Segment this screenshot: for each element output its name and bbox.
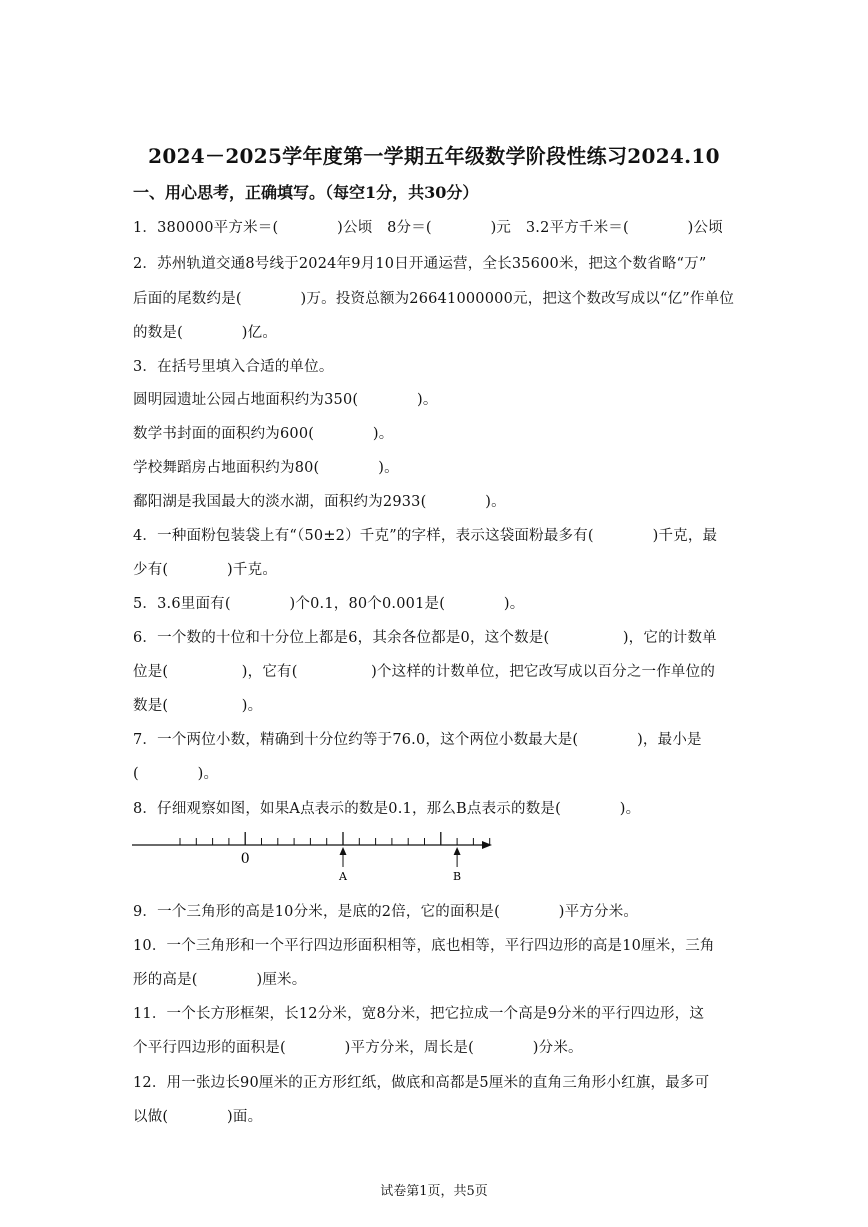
question-line: 3．在括号里填入合适的单位。 [133,359,334,375]
question-line: 4．一种面粉包装袋上有“（50±2）千克”的字样，表示这袋面粉最多有( )千克，最 [133,528,718,544]
question-line: 1．380000平方米＝( )公顷 8分＝( )元 3.2平方千米＝( )公顷 [133,220,723,236]
question-line: 5．3.6里面有( )个0.1，80个0.001是( )。 [133,596,525,612]
question-line: 10．一个三角形和一个平行四边形面积相等，底也相等，平行四边形的高是10厘米，三角 [133,938,715,954]
question-line: 后面的尾数约是( )万。投资总额为26641000000元，把这个数改写成以“亿”作单位 [133,291,735,307]
question-line: 2．苏州轨道交通8号线于2024年9月10日开通运营，全长35600米，把这个数省略“万” [133,256,707,272]
number-line-arrow-icon [482,841,492,849]
question-line: 9．一个三角形的高是10分米，是底的2倍，它的面积是( )平方分米。 [133,904,639,920]
question-line: 以做( )面。 [133,1109,263,1125]
point-b-label: B [453,870,462,883]
question-line: 12．用一张边长90厘米的正方形红纸，做底和高都是5厘米的直角三角形小红旗，最多可 [133,1075,710,1091]
question-line: 位是( )，它有( )个这样的计数单位，把它改写成以百分之一作单位的 [133,664,716,680]
zero-label: 0 [240,851,250,867]
point-a-label: A [339,870,347,883]
section-heading: 一、用心思考，正确填写。（每空1分，共30分） [133,183,479,202]
question-line: 学校舞蹈房占地面积约为80( )。 [133,460,399,476]
question-line: 少有( )千克。 [133,562,278,578]
point-a-marker [340,847,347,867]
question-line: 形的高是( )厘米。 [133,972,307,988]
question-line: 圆明园遗址公园占地面积约为350( )。 [133,392,438,408]
question-line: 个平行四边形的面积是( )平方分米，周长是( )分米。 [133,1040,583,1056]
question-line: 8．仔细观察如图，如果A点表示的数是0.1，那么B点表示的数是( )。 [133,801,641,817]
question-line: 6．一个数的十位和十分位上都是6，其余各位都是0，这个数是( )，它的计数单 [133,630,717,646]
number-line-ticks [180,832,495,845]
question-line: 数学书封面的面积约为600( )。 [133,426,394,442]
question-line: 数是( )。 [133,698,263,714]
question-line: 11．一个长方形框架，长12分米，宽8分米，把它拉成一个高是9分米的平行四边形，这 [133,1006,705,1022]
question-line: 鄱阳湖是我国最大的淡水湖，面积约为2933( )。 [133,494,506,510]
number-line-diagram [130,825,495,885]
page-title: 2024－2025学年度第一学期五年级数学阶段性练习2024.10 [148,144,720,168]
question-line: 7．一个两位小数，精确到十分位约等于76.0，这个两位小数最大是( )，最小是 [133,732,702,748]
question-line: ( )。 [133,766,219,782]
page-footer: 试卷第1页，共5页 [380,1184,488,1199]
question-line: 的数是( )亿。 [133,325,278,341]
point-b-marker [454,847,461,867]
